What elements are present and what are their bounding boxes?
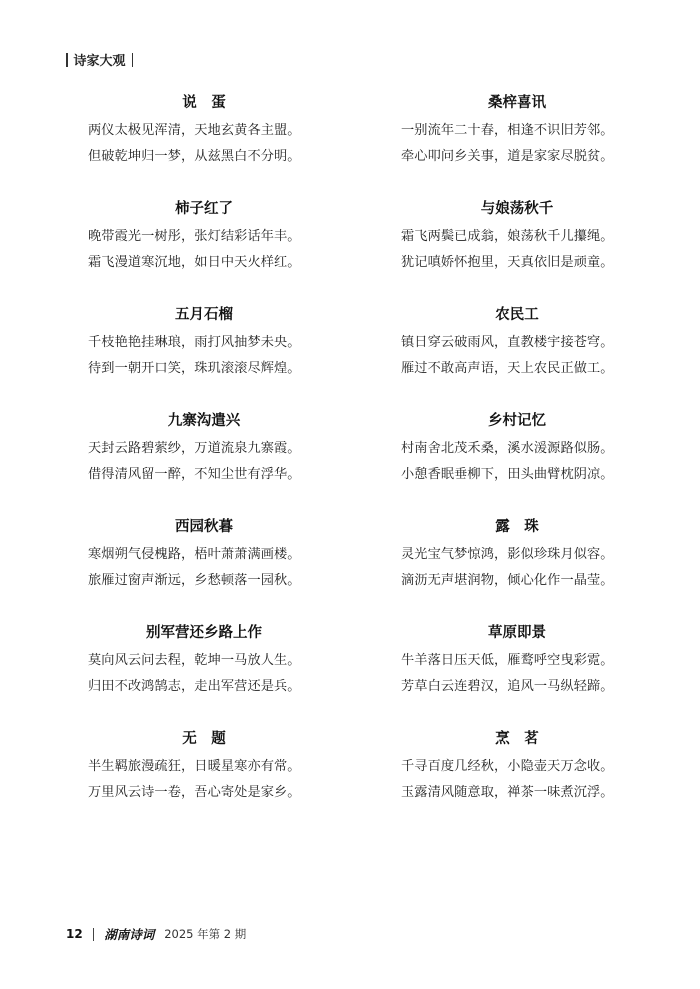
poem	[88, 410, 320, 516]
poem-title: 西园秋暮	[175, 518, 233, 535]
poem-line: 芳草白云连碧汉，追风一马纵轻蹄。	[401, 679, 614, 694]
poem-line: 万里风云诗一卷，吾心寄处是家乡。	[88, 785, 301, 800]
poem-line: 村南舍北茂禾桑，溪水湲源路似肠。	[401, 441, 614, 456]
poem	[88, 622, 320, 728]
poem-line: 晚带霞光一树彤，张灯结彩话年丰。	[88, 229, 301, 244]
journal-name: 湖南诗词	[104, 927, 155, 942]
poem-line: 犹记嗔娇怀抱里，天真依旧是顽童。	[401, 255, 614, 270]
poem-line: 但破乾坤归一梦，从兹黑白不分明。	[88, 149, 301, 164]
poem-line: 雁过不敢高声语，天上农民正做工。	[401, 361, 614, 376]
poem-line: 两仪太极见浑清，天地玄黄各主盟。	[88, 123, 301, 138]
poem-line: 玉露清风随意取，禅茶一味煮沉浮。	[401, 785, 614, 800]
poem	[401, 304, 633, 410]
poem-line: 小憩香眠垂柳下，田头曲臂枕阴凉。	[401, 467, 614, 482]
section-header	[66, 50, 133, 69]
poem-title: 草原即景	[488, 624, 546, 641]
left-column	[88, 92, 320, 834]
poem-line: 旅雁过窗声渐远，乡愁顿落一园秋。	[88, 573, 301, 588]
poem-title: 桑梓喜讯	[488, 94, 546, 111]
poem-title: 农民工	[495, 306, 539, 323]
poem-title: 别军营还乡路上作	[146, 624, 262, 641]
poem-title: 无 题	[182, 730, 226, 747]
poem	[401, 198, 633, 304]
footer-divider	[93, 928, 95, 941]
poem-line: 莫向风云问去程，乾坤一马放人生。	[88, 653, 301, 668]
poem-title: 烹 茗	[495, 730, 539, 747]
poem-line: 牛羊落日压天低，雁鹜呼空曳彩霓。	[401, 653, 614, 668]
poem-title: 柿子红了	[175, 200, 233, 217]
poem-line: 镇日穿云破雨风，直教楼宇接苍穹。	[401, 335, 614, 350]
poem-title: 乡村记忆	[488, 412, 546, 429]
poem-line: 天封云路碧萦纱，万道流泉九寨霞。	[88, 441, 301, 456]
poem-line: 霜飞漫道寒沉地，如日中天火样红。	[88, 255, 301, 270]
issue-label: 2025 年第 2 期	[164, 927, 247, 941]
poem	[88, 304, 320, 410]
header-left-bar	[66, 53, 68, 67]
poem-title: 说 蛋	[182, 94, 226, 111]
poem-line: 千枝艳艳挂琳琅，雨打风抽梦未央。	[88, 335, 301, 350]
poem	[88, 516, 320, 622]
poem-line: 待到一朝开口笑，珠玑滚滚尽辉煌。	[88, 361, 301, 376]
poem-title: 与娘荡秋千	[480, 200, 554, 217]
poem-title: 五月石榴	[175, 306, 233, 323]
poem-title: 露 珠	[495, 518, 539, 535]
poem	[401, 92, 633, 198]
poem-line: 借得清风留一醉，不知尘世有浮华。	[88, 467, 301, 482]
header-right-bar	[132, 53, 134, 67]
poem-line: 牵心叩问乡关事，道是家家尽脱贫。	[401, 149, 614, 164]
right-column	[401, 92, 633, 834]
poem	[88, 728, 320, 834]
poem	[401, 622, 633, 728]
poem-line: 滴沥无声堪润物，倾心化作一晶莹。	[401, 573, 614, 588]
poem	[401, 728, 633, 834]
poem	[401, 410, 633, 516]
poem-title: 九寨沟遣兴	[167, 412, 241, 429]
poem-line: 归田不改鸿鹄志，走出军营还是兵。	[88, 679, 301, 694]
poem-line: 灵光宝气梦惊鸿，影似珍珠月似容。	[401, 547, 614, 562]
page-footer	[66, 925, 246, 943]
poem-line: 半生羁旅漫疏狂，日暖星寒亦有常。	[88, 759, 301, 774]
poem	[88, 198, 320, 304]
poem-line: 千寻百度几经秋，小隐壶天万念收。	[401, 759, 614, 774]
poem	[88, 92, 320, 198]
poem	[401, 516, 633, 622]
poem-line: 寒烟朔气侵槐路，梧叶萧萧满画楼。	[88, 547, 301, 562]
poem-columns	[88, 92, 633, 834]
poem-line: 霜飞两鬓已成翁，娘荡秋千儿攥绳。	[401, 229, 614, 244]
poem-line: 一别流年二十春，相逢不识旧芳邻。	[401, 123, 614, 138]
section-title: 诗家大观	[73, 54, 126, 69]
page-number: 12	[66, 927, 83, 941]
